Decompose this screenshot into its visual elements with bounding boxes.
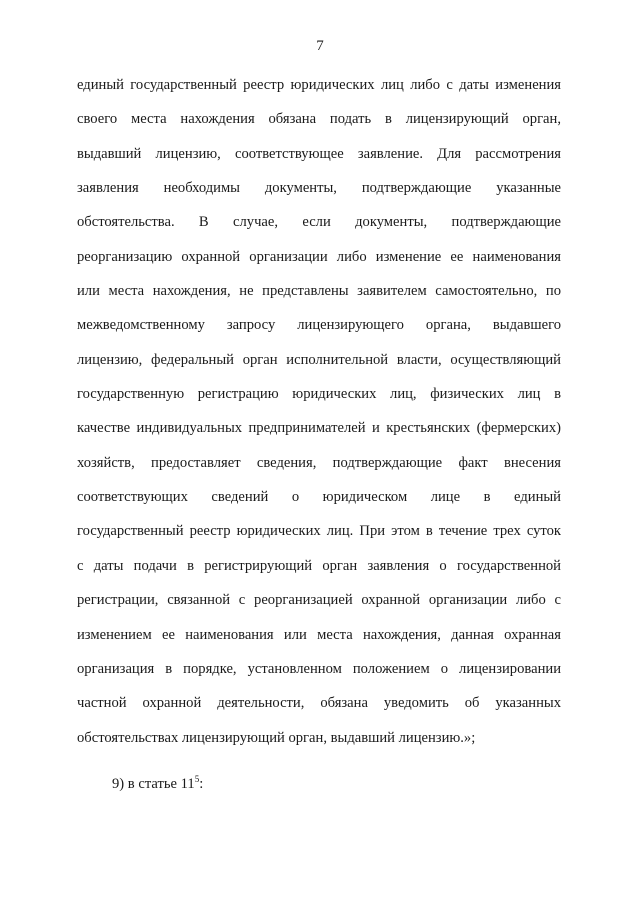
text-line: лицензию, федеральный орган исполнительной власти, осуществляющий [77,351,561,368]
text-line: единый государственный реестр юридических лиц либо с даты изменения [77,77,561,93]
text-line: своего места нахождения обязана подать в лицензирующий орган, [77,111,561,128]
list-item-9 [112,771,203,797]
text-line: хозяйств, предоставляет сведения, подтверждающие факт внесения [77,454,561,471]
article-superscript: 5 [194,774,200,784]
text-line: государственный реестр юридических лиц. При этом в течение трех суток [77,523,561,540]
page-number: 7 [316,38,324,54]
list-item-text: 9) в статье 11 [112,776,195,792]
text-line: или места нахождения, не представлены заявителем самостоятельно, по [77,283,561,300]
text-line: соответствующих сведений о юридическом лице в единый [77,489,561,506]
text-line: обстоятельствах лицензирующий орган, выдавший лицензию.»; [77,729,476,746]
text-line: заявления необходимы документы, подтверждающие указанные [77,180,561,197]
text-line: с даты подачи в регистрирующий орган заявления о государственной [77,557,561,574]
list-item-suffix: : [199,776,204,792]
body-paragraph [77,72,561,759]
text-line: выдавший лицензию, соответствующее заявление. Для рассмотрения [77,145,561,162]
text-line: качестве индивидуальных предпринимателей и крестьянских (фермерских) [77,420,561,437]
text-line: регистрации, связанной с реорганизацией охранной организации либо с [77,592,561,609]
text-line: государственную регистрацию юридических лиц, физических лиц в [77,386,561,403]
text-line: изменением ее наименования или места нахождения, данная охранная [77,626,561,643]
text-line: организация в порядке, установленном положением о лицензировании [77,660,561,677]
text-line: реорганизацию охранной организации либо изменение ее наименования [77,248,561,265]
text-line: межведомственному запросу лицензирующего органа, выдавшего [77,317,561,334]
text-line: частной охранной деятельности, обязана уведомить об указанных [77,695,561,712]
text-line: обстоятельства. В случае, если документы, подтверждающие [77,214,561,231]
